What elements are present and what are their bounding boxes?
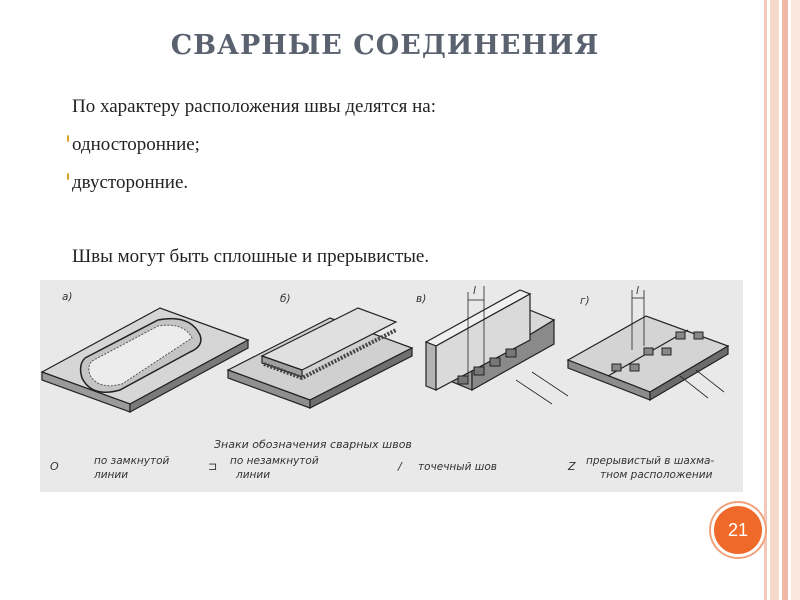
legend-spot-weld bbox=[397, 460, 497, 473]
summary-text: Швы могут быть сплошные и прерывистые. bbox=[72, 246, 430, 267]
panel-a-drawing bbox=[42, 308, 248, 412]
decor-stripe bbox=[764, 0, 767, 600]
closed-loop-symbol-icon: O bbox=[50, 460, 59, 473]
zigzag-symbol-icon: Z bbox=[568, 460, 576, 473]
slide-title: СВАРНЫЕ СОЕДИНЕНИЯ bbox=[170, 30, 600, 61]
weld-diagram bbox=[40, 280, 743, 492]
decor-stripe bbox=[770, 0, 779, 600]
panel-label: а) bbox=[62, 291, 73, 303]
panel-c-drawing bbox=[426, 286, 568, 404]
intro-text: По характеру расположения швы делятся на: bbox=[72, 96, 437, 117]
bullet-item bbox=[72, 126, 752, 164]
legend-text: по незамкнутой bbox=[230, 455, 319, 467]
legend-closed-weld bbox=[50, 455, 170, 481]
bullet-text: двусторонние. bbox=[72, 172, 189, 193]
page-number-badge: 21 bbox=[711, 503, 765, 557]
slash-symbol-icon: / bbox=[398, 460, 402, 473]
panel-b-drawing bbox=[228, 308, 412, 408]
legend-text: линии bbox=[94, 469, 129, 481]
panel-label: в) bbox=[416, 293, 427, 305]
slide-body bbox=[72, 88, 752, 276]
panel-d-drawing bbox=[568, 290, 728, 400]
decor-stripe bbox=[791, 0, 800, 600]
bullet-marker-icon bbox=[67, 173, 73, 180]
legend-text: точечный шов bbox=[418, 461, 497, 473]
open-loop-symbol-icon: ⊐ bbox=[208, 460, 218, 473]
legend-text: прерывистый в шахма- bbox=[586, 455, 715, 467]
bullet-item bbox=[72, 164, 752, 202]
dimension-label: l bbox=[636, 285, 639, 297]
dimension-label: l bbox=[473, 285, 476, 297]
panel-label: б) bbox=[280, 293, 291, 305]
figure-caption: Знаки обозначения сварных швов bbox=[214, 438, 412, 451]
bullet-marker-icon bbox=[67, 135, 73, 142]
decor-stripe bbox=[782, 0, 788, 600]
legend-text: тном расположении bbox=[600, 469, 713, 481]
bullet-text: односторонние; bbox=[72, 134, 200, 155]
legend-staggered-weld bbox=[567, 455, 714, 481]
panel-label: г) bbox=[580, 295, 590, 307]
legend-text: линии bbox=[236, 469, 271, 481]
legend-text: по замкнутой bbox=[94, 455, 170, 467]
legend-open-weld bbox=[208, 455, 319, 481]
weld-figure bbox=[40, 280, 743, 492]
